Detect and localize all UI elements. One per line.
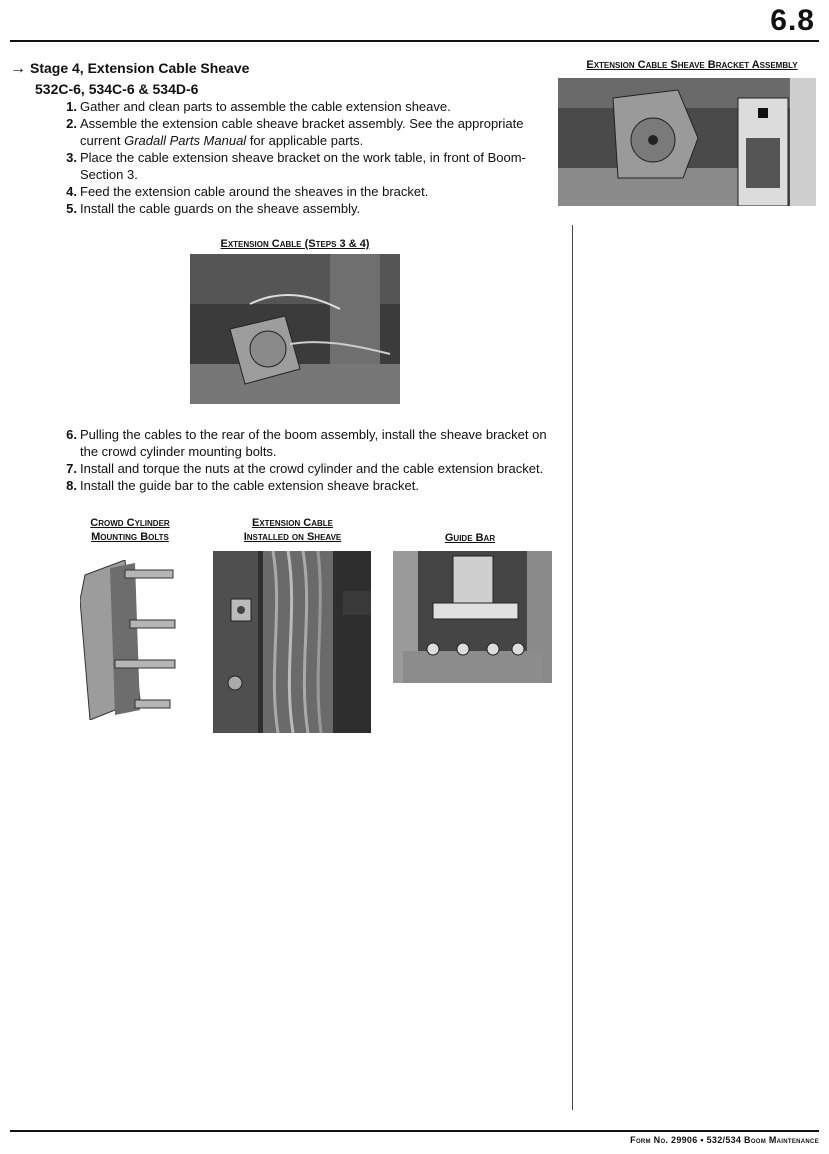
extension-cable-illustration	[190, 254, 400, 404]
crowd-bolts-illustration	[80, 560, 180, 720]
step-item: 5. Install the cable guards on the sheave assembly.	[66, 201, 361, 216]
bottom-divider	[10, 1130, 819, 1132]
parts-manual-title: Gradall Parts Manual	[124, 133, 247, 148]
photo-cable-installed	[213, 551, 371, 733]
steps-list-1	[35, 98, 555, 217]
figure-caption-crowd-bolts: Crowd Cylinder Mounting Bolts	[90, 517, 170, 543]
figure-caption-cable-installed: Extension Cable Installed on Sheave	[243, 517, 342, 543]
figure-caption-guide-bar: Guide Bar	[444, 532, 496, 544]
step-item: 3. Place the cable extension sheave bracket on the work table, in front of Boom-Section 3.	[66, 150, 526, 182]
step-item: 4. Feed the extension cable around the sheaves in the bracket.	[66, 184, 429, 199]
photo-bracket-assembly	[558, 78, 816, 206]
figure-caption-bracket-assembly: Extension Cable Sheave Bracket Assembly	[586, 59, 798, 71]
stage-title: Stage 4, Extension Cable Sheave	[30, 60, 250, 76]
step-item: 1. Gather and clean parts to assemble the cable extension sheave.	[66, 99, 451, 114]
stage-heading	[10, 60, 249, 78]
step-item: 7. Install and torque the nuts at the crowd cylinder and the cable extension bracket.	[66, 461, 544, 476]
cable-installed-illustration	[213, 551, 371, 733]
guide-bar-illustration	[393, 551, 552, 683]
photo-extension-cable	[190, 254, 400, 404]
column-divider	[572, 225, 573, 1110]
top-divider	[10, 40, 819, 42]
arrow-right-icon: →	[10, 60, 26, 77]
photo-crowd-bolts	[80, 560, 180, 720]
step-item: 2. Assemble the extension cable sheave bracket assembly. See the appropriate current Gradall Parts Manual for applicable parts.	[66, 116, 524, 148]
step-item: 6. Pulling the cables to the rear of the boom assembly, install the sheave bracket on the crowd cylinder mounting bolts.	[66, 427, 547, 459]
step-item: 8. Install the guide bar to the cable extension sheave bracket.	[66, 478, 419, 493]
figure-caption-extension-cable: Extension Cable (Steps 3 & 4)	[220, 238, 370, 250]
photo-guide-bar	[393, 551, 552, 683]
bracket-assembly-illustration	[558, 78, 816, 206]
section-number: 6.8	[770, 4, 815, 37]
steps-list-2	[35, 426, 555, 494]
page-footer: Form No. 29906 • 532/534 Boom Maintenance	[630, 1135, 819, 1145]
model-list: 532C-6, 534C-6 & 534D-6	[35, 81, 199, 97]
